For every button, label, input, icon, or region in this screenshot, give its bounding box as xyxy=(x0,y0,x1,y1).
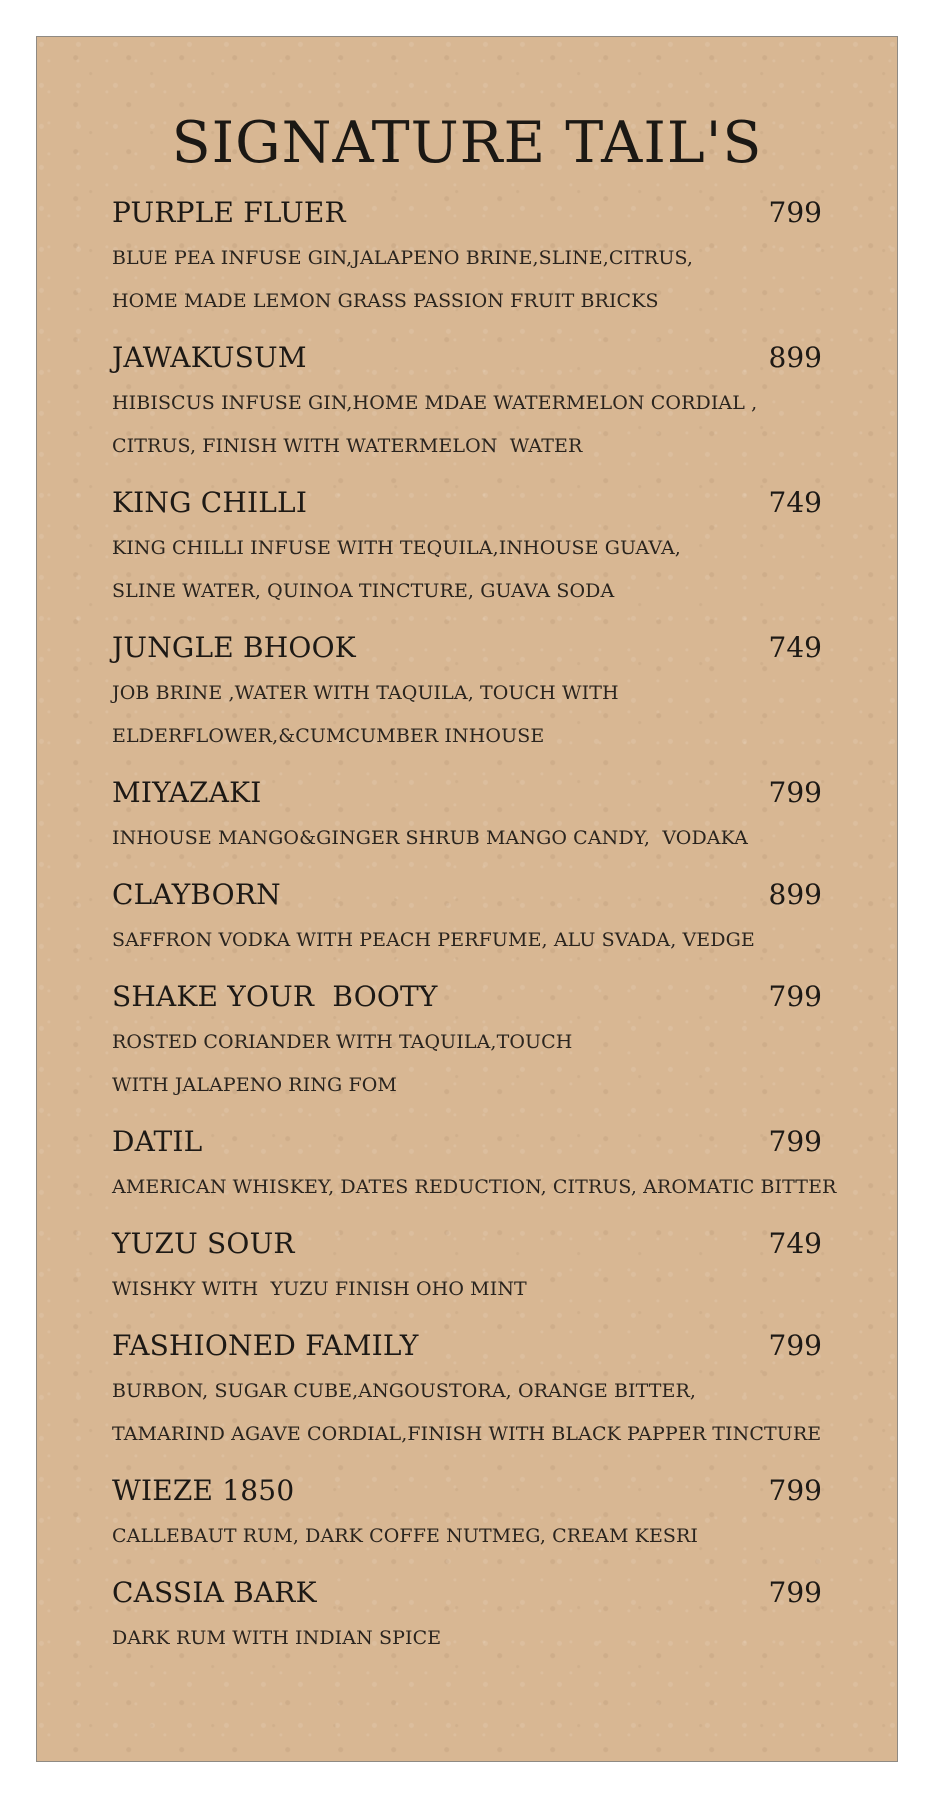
description-line: SAFFRON VODKA WITH PEACH PERFUME, ALU SVADA, VEDGE xyxy=(112,929,755,951)
drink-name: PURPLE FLUER xyxy=(112,196,346,229)
drink-name: JUNGLE BHOOK xyxy=(112,631,356,664)
menu-item xyxy=(112,877,822,962)
drink-description xyxy=(112,1268,822,1311)
menu-item xyxy=(112,340,822,468)
drink-description xyxy=(112,1166,837,1209)
drink-price: 749 xyxy=(768,486,822,519)
menu-item-header xyxy=(112,1124,822,1160)
description-line: INHOUSE MANGO&GINGER SHRUB MANGO CANDY, VODAKA xyxy=(112,827,748,849)
description-line: HIBISCUS INFUSE GIN,HOME MDAE WATERMELON CORDIAL , xyxy=(112,392,758,414)
description-line: AMERICAN WHISKEY, DATES REDUCTION, CITRUS, AROMATIC BITTER xyxy=(112,1176,837,1198)
drink-price: 749 xyxy=(768,631,822,664)
drink-price: 899 xyxy=(768,878,822,911)
drink-description xyxy=(112,817,822,860)
description-line: BLUE PEA INFUSE GIN,JALAPENO BRINE,SLINE,CITRUS, xyxy=(112,247,694,269)
drink-price: 899 xyxy=(768,341,822,374)
menu-item-header xyxy=(112,1328,822,1364)
menu-item-header xyxy=(112,979,822,1015)
drink-description xyxy=(112,237,822,323)
menu-item-header xyxy=(112,1473,822,1509)
drink-description xyxy=(112,672,822,758)
drink-price: 749 xyxy=(768,1227,822,1260)
drink-name: DATIL xyxy=(112,1125,203,1158)
drink-price: 799 xyxy=(768,1329,822,1362)
drink-name: SHAKE YOUR BOOTY xyxy=(112,980,438,1013)
menu-item-header xyxy=(112,630,822,666)
description-line: KING CHILLI INFUSE WITH TEQUILA,INHOUSE GUAVA, xyxy=(112,537,681,559)
menu-item xyxy=(112,1226,822,1311)
menu-item xyxy=(112,1575,822,1660)
description-line: ROSTED CORIANDER WITH TAQUILA,TOUCH xyxy=(112,1031,573,1053)
drink-name: YUZU SOUR xyxy=(112,1227,295,1260)
description-line: CALLEBAUT RUM, DARK COFFE NUTMEG, CREAM KESRI xyxy=(112,1525,699,1547)
menu-item xyxy=(112,195,822,323)
menu-item xyxy=(112,1124,837,1209)
menu-item xyxy=(112,775,822,860)
menu-item-header xyxy=(112,195,822,231)
description-line: ELDERFLOWER,&CUMCUMBER INHOUSE xyxy=(112,725,545,747)
drink-price: 799 xyxy=(768,1474,822,1507)
description-line: SLINE WATER, QUINOA TINCTURE, GUAVA SODA xyxy=(112,580,615,602)
drink-price: 799 xyxy=(768,980,822,1013)
menu-item xyxy=(112,1473,822,1558)
drink-name: FASHIONED FAMILY xyxy=(112,1329,419,1362)
menu-items-list xyxy=(112,195,837,1677)
drink-name: WIEZE 1850 xyxy=(112,1474,295,1507)
drink-description xyxy=(112,382,822,468)
description-line: WISHKY WITH YUZU FINISH OHO MINT xyxy=(112,1278,527,1300)
description-line: DARK RUM WITH INDIAN SPICE xyxy=(112,1627,442,1649)
drink-price: 799 xyxy=(768,1125,822,1158)
drink-description xyxy=(112,1021,822,1107)
description-line: HOME MADE LEMON GRASS PASSION FRUIT BRICKS xyxy=(112,290,659,312)
description-line: CITRUS, FINISH WITH WATERMELON WATER xyxy=(112,435,583,457)
drink-description xyxy=(112,527,822,613)
menu-item xyxy=(112,1328,822,1456)
drink-description xyxy=(112,1617,822,1660)
drink-name: KING CHILLI xyxy=(112,486,308,519)
drink-description xyxy=(112,1370,822,1456)
description-line: BURBON, SUGAR CUBE,ANGOUSTORA, ORANGE BITTER, xyxy=(112,1380,697,1402)
drink-name: MIYAZAKI xyxy=(112,776,262,809)
description-line: JOB BRINE ,WATER WITH TAQUILA, TOUCH WITH xyxy=(112,682,619,704)
menu-item-header xyxy=(112,877,822,913)
drink-description xyxy=(112,1515,822,1558)
menu-item xyxy=(112,979,822,1107)
drink-price: 799 xyxy=(768,776,822,809)
menu-item-header xyxy=(112,1226,822,1262)
menu-item-header xyxy=(112,1575,822,1611)
menu-card xyxy=(36,36,898,1762)
menu-item-header xyxy=(112,340,822,376)
menu-item-header xyxy=(112,485,822,521)
menu-item xyxy=(112,485,822,613)
drink-name: JAWAKUSUM xyxy=(112,341,307,374)
menu-title: SIGNATURE TAIL'S xyxy=(171,110,763,176)
drink-name: CLAYBORN xyxy=(112,878,281,911)
drink-price: 799 xyxy=(768,196,822,229)
drink-description xyxy=(112,919,822,962)
description-line: WITH JALAPENO RING FOM xyxy=(112,1074,397,1096)
menu-item-header xyxy=(112,775,822,811)
drink-name: CASSIA BARK xyxy=(112,1576,317,1609)
menu-item xyxy=(112,630,822,758)
description-line: TAMARIND AGAVE CORDIAL,FINISH WITH BLACK PAPPER TINCTURE xyxy=(112,1423,822,1445)
drink-price: 799 xyxy=(768,1576,822,1609)
